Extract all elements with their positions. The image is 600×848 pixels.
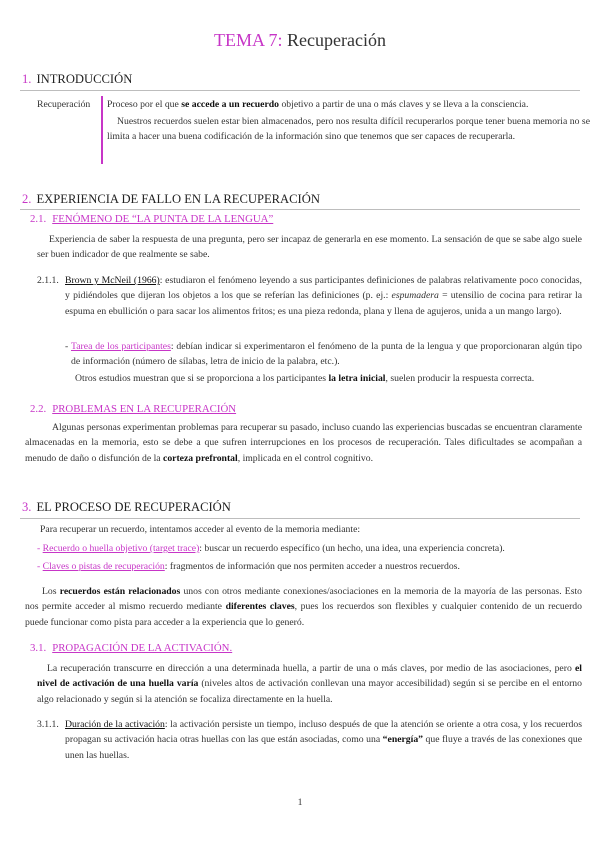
bullet-target-trace: - Recuerdo o huella objetivo (target trace): buscar un recuerdo específico (un hecho, una idea, una experiencia concreta). — [37, 543, 505, 554]
section-2-heading — [22, 192, 320, 207]
section-divider — [20, 90, 580, 91]
section-title: INTRODUCCIÓN — [36, 72, 133, 86]
subsubsection-number: 3.1.1. — [37, 719, 59, 730]
section-number: 2. — [22, 192, 32, 206]
subsection-2-1-heading: 2.1. FENÓMENO DE “LA PUNTA DE LA LENGUA” — [30, 213, 274, 225]
bullet-dash: - — [65, 341, 69, 352]
section-3-heading — [22, 500, 231, 515]
tip-of-tongue-paragraph: Experiencia de saber la respuesta de una pregunta, pero ser incapaz de generarla en ese momento. La sensación de que se sabe algo suele ser buen indicador de que realmente se sabe. — [37, 234, 582, 261]
subsection-2-2-heading: 2.2. PROBLEMAS EN LA RECUPERACIÓN — [30, 403, 237, 415]
retrieval-problems-paragraph: Algunas personas experimentan problemas para recuperar su pasado, incluso cuando las experiencias buscadas se encuentran claramente almacenadas en la memoria, esto se debe a que sufren interrupciones en los procesos de recuperación. Tales dificultades se acompañan a menudo de daño o disfunción de la corteza prefrontal, implicada en el control cognitivo. — [25, 422, 582, 464]
section-title: EL PROCESO DE RECUPERACIÓN — [36, 500, 231, 514]
title-prefix: TEMA 7: — [214, 30, 283, 50]
title-text: Recuperación — [282, 30, 386, 50]
related-memories-paragraph: Los recuerdos están relacionados unos con otros mediante conexiones/asociaciones en la memoria de la mayoría de las personas. Esto nos permite acceder al mismo recuerdo mediante diferentes claves, pues los recuerdos son flexibles y cualquier contenido de un recuerdo puede funcionar como pista para acceder a la experiencia que lo generó. — [25, 586, 582, 628]
other-studies-paragraph: Otros estudios muestran que si se proporciona a los participantes la letra inicial, suelen producir la respuesta correcta. — [75, 373, 535, 384]
task-paragraph: Tarea de los participantes: debían indicar si experimentaron el fenómeno de la punta de la lengua y que proporcionaran algún tipo de información (número de sílabas, letra de inicio de la palabra, etc.). — [71, 341, 582, 368]
subsection-3-1-heading: 3.1. PROPAGACIÓN DE LA ACTIVACIÓN. — [30, 642, 233, 654]
process-intro: Para recuperar un recuerdo, intentamos acceder al evento de la memoria mediante: — [40, 524, 361, 535]
section-number: 3. — [22, 500, 32, 514]
section-1-heading — [22, 72, 132, 87]
document-title — [0, 30, 600, 51]
section-number: 1. — [22, 72, 32, 86]
definition-term: Recuperación — [37, 99, 91, 110]
subsubsection-number: 2.1.1. — [37, 275, 59, 286]
activation-duration-paragraph: Duración de la activación: la activación persiste un tiempo, incluso después de que la atención se oriente a otra cosa, y los recuerdos propagan su activación hacia otras huellas con las que están asociadas, como una “energía” que fluye a través de las conexiones que unen las huellas. — [65, 719, 583, 761]
section-divider — [20, 518, 580, 519]
definition-text: Proceso por el que se accede a un recuerdo objetivo a partir de una o más claves y se lleva a la consciencia. — [107, 99, 529, 110]
definition-bar — [101, 96, 103, 164]
activation-spread-paragraph: La recuperación transcurre en dirección a una determinada huella, a partir de una o más claves, por medio de las asociaciones, pero el nivel de activación de una huella varía (niveles altos de activación conllevan una mayor accesibilidad) según si se percibe en el entorno algo relacionado y según si la atención se focaliza directamente en la huella. — [37, 663, 582, 705]
section-title: EXPERIENCIA DE FALLO EN LA RECUPERACIÓN — [36, 192, 320, 206]
bullet-retrieval-cues: - Claves o pistas de recuperación: fragmentos de información que nos permiten acceder a nuestros recuerdos. — [37, 561, 460, 572]
page-number: 1 — [297, 797, 303, 808]
intro-paragraph: Nuestros recuerdos suelen estar bien almacenados, pero nos resulta difícil recuperarlos porque tener buena memoria no se limita a hacer una buena codificación de la información sino que tenemos que ser capaces de recuperarla. — [107, 116, 590, 143]
brown-mcneil-paragraph: Brown y McNeil (1966): estudiaron el fenómeno leyendo a sus participantes definiciones de palabras relativamente poco conocidas, y pidiéndoles que dijeran los objetos a los que se referían las definiciones (p. ej.: espumadera = utensilio de cocina para retirar la espuma en ebullición o para sacar los alimentos fritos; es una pieza redonda, plana y llena de agujeros, unida a un mango largo). — [65, 275, 583, 317]
section-divider — [20, 209, 580, 210]
